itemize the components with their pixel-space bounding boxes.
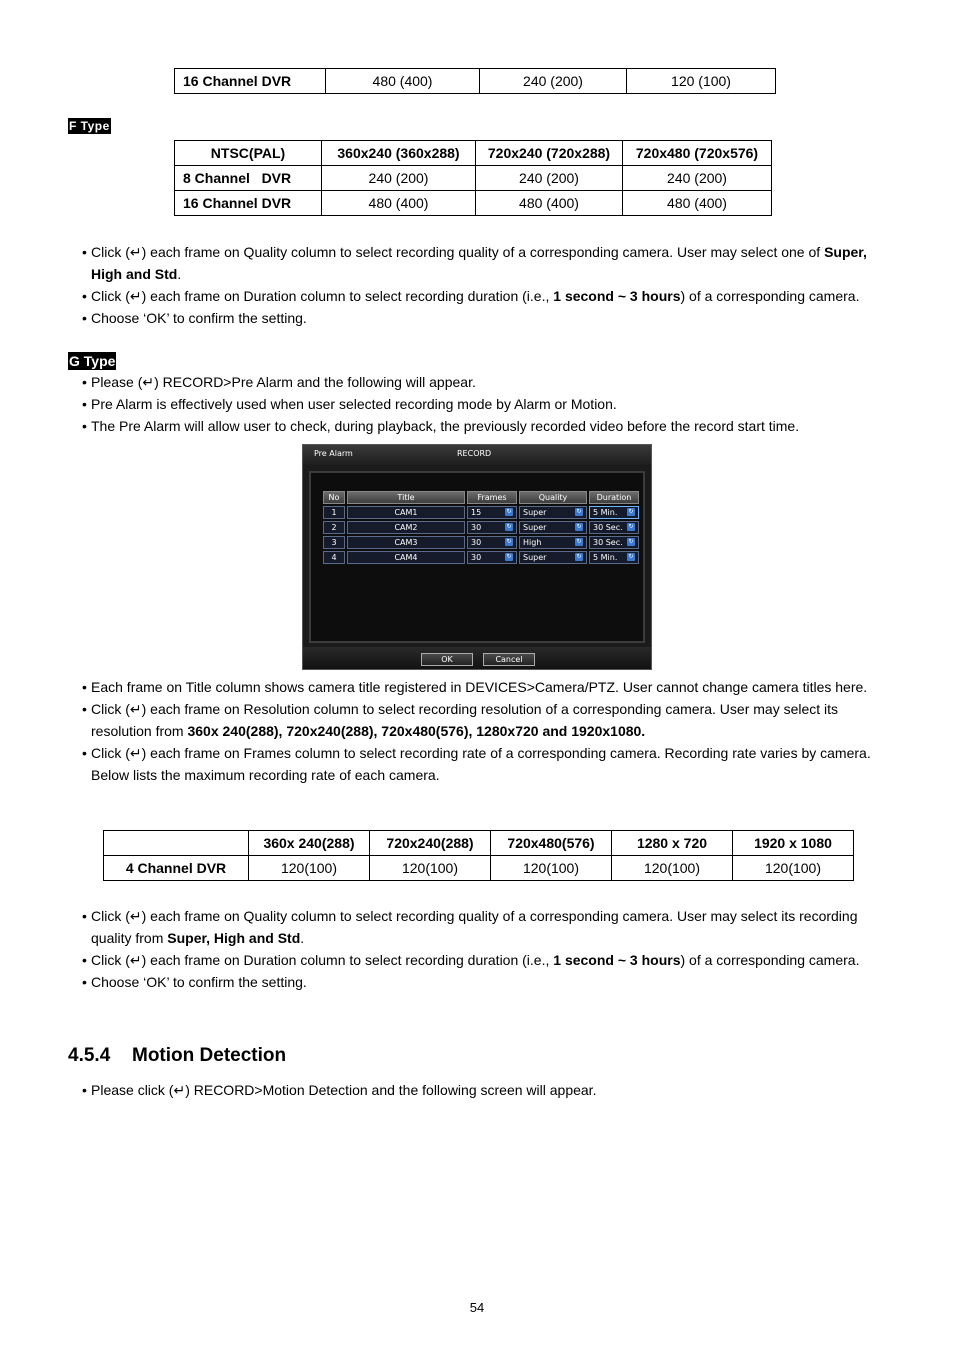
grid-no-cell: 2	[323, 521, 345, 534]
column-header: 720x480(576)	[491, 831, 612, 856]
column-header: 1280 x 720	[612, 831, 733, 856]
quality-value: High	[523, 538, 542, 547]
list-item	[82, 307, 892, 329]
duration-value: 5 Min.	[593, 508, 618, 517]
column-header: 720x240 (720x288)	[476, 141, 623, 166]
table-cell: 240 (200)	[623, 166, 772, 191]
bullet-text: Click (↵) each frame on Quality column to select recording quality of a corresponding camera. User may select one of	[91, 244, 825, 260]
frames-select[interactable]	[467, 551, 517, 564]
column-header: 1920 x 1080	[733, 831, 854, 856]
spin-icon: ↻	[628, 553, 634, 560]
table-header-row	[104, 831, 854, 856]
table-cell: 240 (200)	[476, 166, 623, 191]
list-item	[82, 698, 892, 742]
table-row	[175, 191, 772, 216]
duration-select[interactable]	[589, 536, 639, 549]
bullet-text: Each frame on Title column shows camera title registered in DEVICES>Camera/PTZ. User cannot change camera titles here.	[91, 679, 868, 695]
bullet-text: Choose ‘OK’ to confirm the setting.	[91, 974, 307, 990]
list-item	[82, 676, 892, 698]
list-item	[82, 371, 892, 393]
grid-title-cell: CAM3	[347, 536, 465, 549]
list-item	[82, 393, 892, 415]
column-header: Title	[347, 491, 465, 504]
table-cell: 480 (400)	[623, 191, 772, 216]
list-item	[82, 971, 892, 993]
table-cell: 240 (200)	[322, 166, 476, 191]
frames-value: 15	[471, 508, 482, 517]
table-row	[175, 166, 772, 191]
row-label: 4 Channel DVR	[104, 856, 249, 881]
grid-row	[323, 536, 639, 549]
bullet-text: Pre Alarm is effectively used when user selected recording mode by Alarm or Motion.	[91, 396, 617, 412]
section-number: 4.5.4	[68, 1045, 111, 1066]
bullet-text: Choose ‘OK’ to confirm the setting.	[91, 310, 307, 326]
list-item	[82, 905, 892, 949]
bullet-text: Please click (↵) RECORD>Motion Detection and the following screen will appear.	[91, 1082, 597, 1098]
spin-icon: ↻	[506, 508, 512, 515]
spin-icon: ↻	[576, 523, 582, 530]
spin-icon: ↻	[628, 508, 634, 515]
cancel-button[interactable]: Cancel	[483, 653, 535, 666]
spin-icon: ↻	[576, 538, 582, 545]
table-cell: 480 (400)	[322, 191, 476, 216]
frames-value: 30	[471, 538, 482, 547]
page-number: 54	[469, 1300, 485, 1315]
bullet-text: Please (↵) RECORD>Pre Alarm and the following will appear.	[91, 374, 476, 390]
spin-icon: ↻	[506, 553, 512, 560]
list-item	[82, 949, 892, 971]
bullet-text: ) of a corresponding camera.	[680, 952, 860, 968]
table-header-row	[175, 141, 772, 166]
column-header: NTSC(PAL)	[175, 141, 322, 166]
bullet-text: Click (↵) each frame on Resolution column to select recording resolution of a corresponding camera. User may select its resolution from	[91, 701, 839, 739]
spin-icon: ↻	[628, 523, 634, 530]
table-row	[175, 69, 776, 94]
grid-row	[323, 521, 639, 534]
spin-icon: ↻	[576, 553, 582, 560]
quality-select[interactable]	[519, 506, 587, 519]
f-type-label: F Type	[69, 119, 110, 133]
column-header	[104, 831, 249, 856]
bullet-bold-text: 360x 240(288), 720x240(288), 720x480(576), 1280x720 and 1920x1080.	[187, 723, 646, 739]
quality-select[interactable]	[519, 551, 587, 564]
g-type-label: G Type	[69, 353, 116, 369]
spin-icon: ↻	[506, 538, 512, 545]
grid-title-cell: CAM4	[347, 551, 465, 564]
spin-icon: ↻	[628, 538, 634, 545]
grid-no-cell: 1	[323, 506, 345, 519]
bullet-text: The Pre Alarm will allow user to check, during playback, the previously recorded video before the record start time.	[91, 418, 800, 434]
screen-menu-title: Pre Alarm	[314, 449, 353, 458]
bullet-text: Click (↵) each frame on Duration column to select recording duration (i.e.,	[91, 952, 554, 968]
g-type-table	[103, 830, 854, 881]
grid-header-row	[323, 491, 639, 504]
column-header: Duration	[589, 491, 639, 504]
table-cell: 240 (200)	[480, 69, 627, 94]
bullet-text: .	[177, 266, 182, 282]
bullet-text: .	[300, 930, 305, 946]
grid-title-cell: CAM1	[347, 506, 465, 519]
table-row	[104, 856, 854, 881]
screen-section-title: RECORD	[457, 449, 492, 458]
quality-value: Super	[523, 508, 547, 517]
column-header: Frames	[467, 491, 517, 504]
list-item	[82, 241, 892, 285]
pre-alarm-panel	[309, 471, 645, 643]
grid-row	[323, 551, 639, 564]
column-header: Quality	[519, 491, 587, 504]
table-cell: 480 (400)	[326, 69, 480, 94]
quality-select[interactable]	[519, 536, 587, 549]
duration-select[interactable]	[589, 521, 639, 534]
g-type-bullets-top	[82, 371, 892, 437]
section-bullets	[82, 1079, 892, 1101]
list-item	[82, 415, 892, 437]
grid-no-cell: 4	[323, 551, 345, 564]
f-type-table	[174, 140, 772, 216]
duration-select[interactable]	[589, 551, 639, 564]
screen-button-bar	[303, 647, 651, 669]
spin-icon: ↻	[576, 508, 582, 515]
column-header: 720x240(288)	[370, 831, 491, 856]
frames-select[interactable]	[467, 521, 517, 534]
frames-value: 30	[471, 553, 482, 562]
column-header: 360x240 (360x288)	[322, 141, 476, 166]
g-type-bullets-mid	[82, 676, 892, 786]
bullet-text: ) of a corresponding camera.	[680, 288, 860, 304]
duration-value: 30 Sec.	[593, 538, 623, 547]
list-item	[82, 742, 892, 786]
column-header: 720x480 (720x576)	[623, 141, 772, 166]
frames-select[interactable]	[467, 506, 517, 519]
quality-value: Super	[523, 523, 547, 532]
top-resolution-table	[174, 68, 776, 94]
grid-row	[323, 506, 639, 519]
bullet-bold-text: 1 second ~ 3 hours	[553, 288, 681, 304]
grid-title-cell: CAM2	[347, 521, 465, 534]
list-item	[82, 285, 892, 307]
bullet-bold-text: 1 second ~ 3 hours	[553, 952, 681, 968]
table-cell: 120(100)	[491, 856, 612, 881]
bullet-bold-text: Super, High and Std	[167, 930, 301, 946]
pre-alarm-screen	[302, 444, 652, 670]
table-cell: 120 (100)	[627, 69, 776, 94]
section-title: Motion Detection	[132, 1045, 287, 1066]
frames-select[interactable]	[467, 536, 517, 549]
column-header: No	[323, 491, 345, 504]
row-label: 16 Channel DVR	[175, 191, 322, 216]
section-heading	[68, 1045, 286, 1067]
row-label: 8 Channel DVR	[175, 166, 322, 191]
screen-title-bar	[303, 445, 651, 465]
ok-button[interactable]: OK	[421, 653, 473, 666]
duration-select[interactable]	[589, 506, 639, 519]
quality-select[interactable]	[519, 521, 587, 534]
pre-alarm-grid	[321, 489, 641, 566]
quality-value: Super	[523, 553, 547, 562]
spin-icon: ↻	[506, 523, 512, 530]
f-type-bullets	[82, 241, 892, 329]
bullet-text: Click (↵) each frame on Quality column to select recording quality of a corresponding camera. User may select its recording quality from	[91, 908, 858, 946]
list-item	[82, 1079, 892, 1101]
g-type-bullets-bottom	[82, 905, 892, 993]
grid-no-cell: 3	[323, 536, 345, 549]
table-cell: 480 (400)	[476, 191, 623, 216]
table-cell: 120(100)	[370, 856, 491, 881]
column-header: 360x 240(288)	[249, 831, 370, 856]
duration-value: 30 Sec.	[593, 523, 623, 532]
bullet-text: Click (↵) each frame on Frames column to select recording rate of a corresponding camera. Recording rate varies by camera. Below lists the maximum recording rate of each camera.	[91, 745, 871, 783]
bullet-text: Click (↵) each frame on Duration column to select recording duration (i.e.,	[91, 288, 554, 304]
table-cell: 120(100)	[612, 856, 733, 881]
duration-value: 5 Min.	[593, 553, 618, 562]
frames-value: 30	[471, 523, 482, 532]
row-label: 16 Channel DVR	[175, 69, 326, 94]
table-cell: 120(100)	[249, 856, 370, 881]
table-cell: 120(100)	[733, 856, 854, 881]
bullet-bold-text: Super, High and Std	[91, 244, 867, 282]
